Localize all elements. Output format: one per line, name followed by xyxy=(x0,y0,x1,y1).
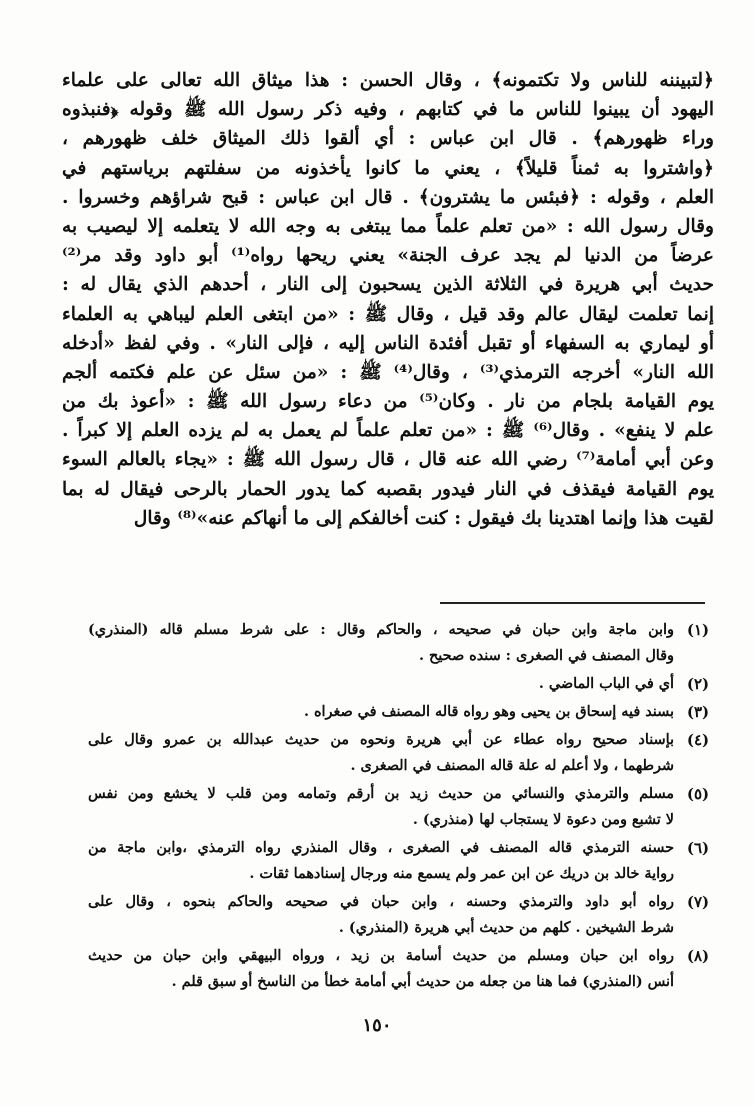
footnote xyxy=(88,835,716,887)
main-text-line: ﴿لتبيننه للناس ولا تكتمونه﴾ ، وقال الحسن : هذا ميثاق الله تعالى على علماء xyxy=(62,70,714,91)
main-text-block xyxy=(62,66,714,533)
footnote-line: رواه أبو داود والترمذي وحسنه ، وابن حبان في صحيحه والحاكم بنحوه ، وقال على xyxy=(88,893,674,910)
footnote-number: (٧) xyxy=(686,893,710,911)
footnote-number: (٣) xyxy=(686,703,710,721)
footnote xyxy=(88,727,716,779)
main-text-line: الله النار» أخرجه الترمذي⁽³⁾ ، وقال⁽⁴⁾ ﷺ : «من سئل عن علم فكتمه ألجم xyxy=(62,361,714,383)
main-text-line: وراء ظهورهم﴾ . قال ابن عباس : أي ألقوا ذلك الميثاق خلف ظهورهم ، xyxy=(62,128,714,150)
main-text-line: لقيت هذا وإنما اهتدينا بك فيقول : كنت أخالفكم إلى ما أنهاكم عنه»⁽⁸⁾ وقال xyxy=(133,507,714,529)
footnote-line: أي في الباب الماضي . xyxy=(538,675,674,692)
footnote-number: (٢) xyxy=(686,675,710,693)
footnote-line: وابن ماجة وابن حبان في صحيحه ، والحاكم وقال : على شرط مسلم قاله (المنذري) xyxy=(88,621,674,638)
footnote xyxy=(88,943,716,995)
main-text-line: أو ليماري به السفهاء أو تقبل أفئدة الناس إليه ، فإلى النار» . وفي لفظ «أدخله xyxy=(62,332,714,354)
footnote-separator xyxy=(440,602,705,604)
main-text-line: يوم القيامة فيقذف في النار فيدور بقصبه كما يدور الحمار بالرحى فيقال له بما xyxy=(62,478,714,500)
footnote-line: أنس (المنذري) فما هنا من جعله من حديث أبي أمامة خطأ من الناسخ أو سبق قلم . xyxy=(171,973,674,990)
footnote xyxy=(88,781,716,833)
footnote-line: مسلم والترمذي والنسائي من حديث زيد بن أرقم وتمامه ومن قلب لا يخشع ومن نفس xyxy=(88,785,674,802)
main-text-line: العلم ، وقوله : ﴿فبئس ما يشترون﴾ . قال ابن عباس : قبح شراؤهم وخسروا . xyxy=(62,186,714,208)
footnote xyxy=(88,699,716,725)
main-text-line: إنما تعلمت ليقال عالم وقد قيل ، وقال ﷺ : «من ابتغى العلم ليباهي به العلماء xyxy=(62,303,714,325)
footnote-line: شرطهما ، ولا أعلم له علة قاله المصنف في الصغرى . xyxy=(350,757,674,774)
main-text-line: وعن أبي أمامة⁽⁷⁾ رضي الله عنه قال ، قال رسول الله ﷺ : «يجاء بالعالم السوء xyxy=(62,449,714,471)
main-text-line: اليهود أن يبينوا للناس ما في كتابهم ، وفيه ذكر رسول الله ﷺ وقوله ﴿فنبذوه xyxy=(62,99,714,121)
footnote-line: رواه ابن حبان ومسلم من حديث أسامة بن زيد ، ورواه البيهقي وابن حبان من حديث xyxy=(88,947,674,964)
footnote xyxy=(88,617,716,669)
footnote-line: شرط الشيخين . كلهم من حديث أبي هريرة (المنذري) . xyxy=(338,919,674,936)
footnote-number: (٨) xyxy=(686,947,710,965)
main-text-line: ﴿واشتروا به ثمناً قليلاً﴾ ، يعني ما كانوا يأخذونه من سفلتهم برياستهم في xyxy=(62,157,714,179)
footnote-line: بإسناد صحيح رواه عطاء عن أبي هريرة ونحوه من حديث عبدالله بن عمرو وقال على xyxy=(88,731,674,748)
footnote-number: (٦) xyxy=(686,839,710,857)
main-text-line: حديث أبي هريرة في الثلاثة الذين يسحبون إلى النار ، أحدهم الذي يقال له : xyxy=(62,274,714,296)
footnote-number: (٤) xyxy=(686,731,710,749)
page-number: ١٥٠ xyxy=(362,1015,392,1036)
footnote xyxy=(88,671,716,697)
main-text-line: وقال رسول الله : «من تعلم علماً مما يبتغى به وجه الله لا يتعلمه إلا ليصيب به xyxy=(62,215,714,237)
main-text-line: يوم القيامة بلجام من نار . وكان⁽⁵⁾ من دعاء رسول الله ﷺ : «أعوذ بك من xyxy=(62,391,714,413)
footnotes-section xyxy=(88,617,716,997)
main-text-line: عرضاً من الدنيا لم يجد عرف الجنة» يعني ريحها رواه⁽¹⁾ أبو داود وقد مر⁽²⁾ xyxy=(62,245,714,267)
footnote xyxy=(88,889,716,941)
footnote-number: (٥) xyxy=(686,785,710,803)
footnote-line: بسند فيه إسحاق بن يحيى وهو رواه قاله المصنف في صغراه . xyxy=(304,703,674,720)
footnote-line: لا تشبع ومن دعوة لا يستجاب لها (منذري) . xyxy=(412,811,674,828)
main-text-line: علم لا ينفع» . وقال⁽⁶⁾ ﷺ : «من تعلم علماً لم يعمل به لم يزده العلم إلا كبراً . xyxy=(62,420,714,442)
footnote-line: حسنه الترمذي قاله المصنف في الصغرى ، وقال المنذري رواه الترمذي ،وابن ماجة من xyxy=(88,839,674,856)
footnote-line: وقال المصنف في الصغرى : سنده صحيح . xyxy=(419,647,674,664)
footnote-line: رواية خالد بن دريك عن ابن عمر ولم يسمع منه ورجال إسنادهما ثقات . xyxy=(249,865,674,882)
footnote-number: (١) xyxy=(686,621,710,639)
